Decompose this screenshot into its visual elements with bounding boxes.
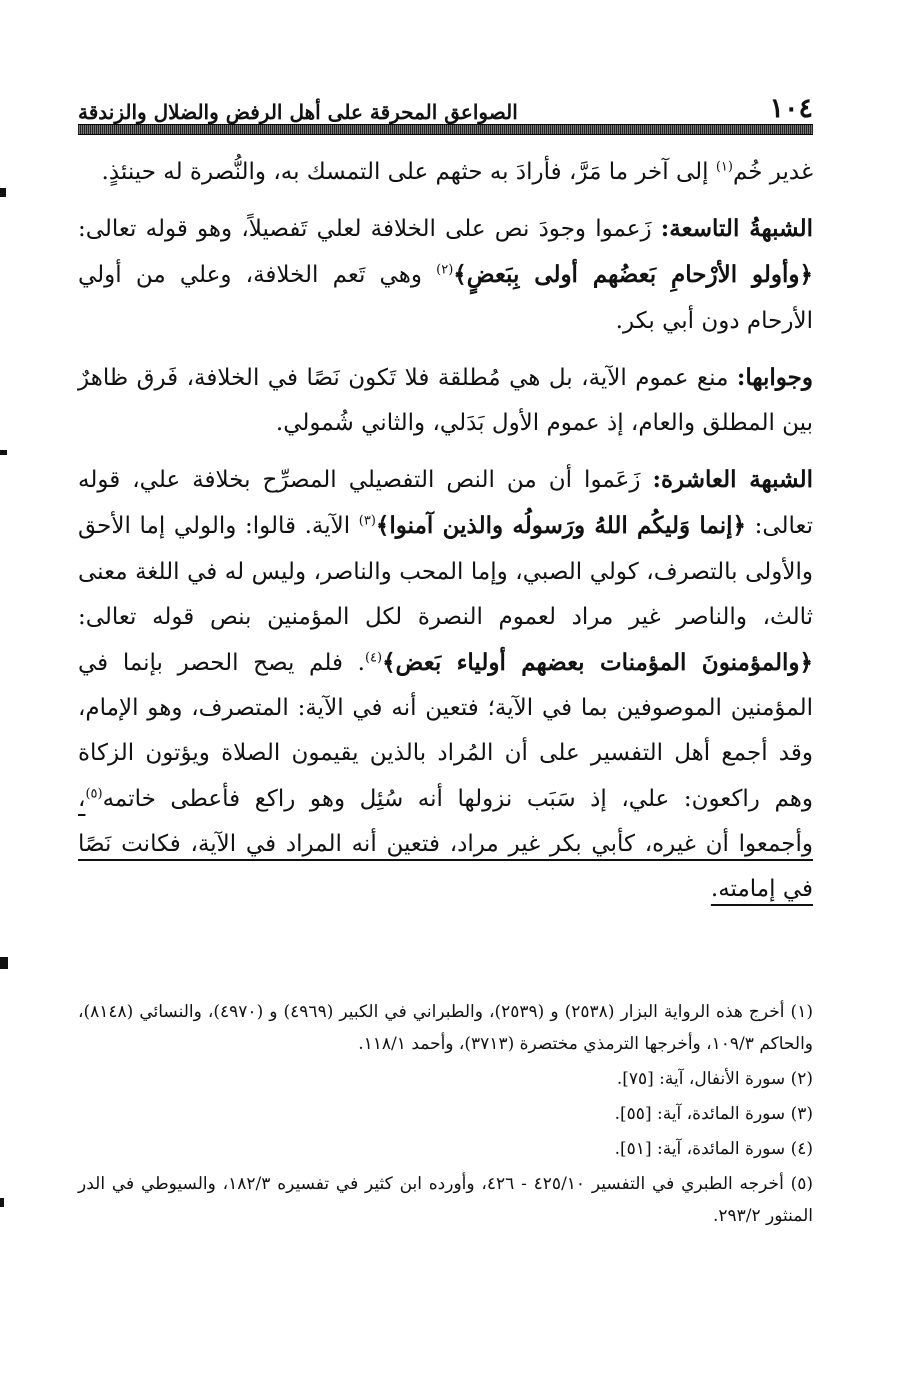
scan-edge-mark (0, 188, 6, 197)
section-heading: الشبهة العاشرة: (652, 466, 813, 494)
quran-verse: ﴿وأولو الأرْحامِ بَعضُهم أولى بِبَعضٍ﴾ (453, 261, 813, 289)
paragraph-4 (78, 457, 813, 912)
footnote-2: (٢) سورة الأنفال، آية: [٧٥]. (616, 1069, 813, 1089)
paragraph-text: . فلم يصح الحصر بإنما في المؤمنين الموصوفين بما في الآية؛ فتعين أنه في الآية: المتصرف، وهو الإمام، وقد أجمع أهل التفسير على أن المُراد بالذين يقيمون الصلاة ويؤتون الزكاة وهم راكعون: علي، إذ سَبَب نزولها أنه سُئِل وهو راكع فأعطى خاتمه (78, 650, 813, 812)
footnote-ref: (٣) (358, 513, 376, 529)
section-heading: الشبهةُ التاسعة: (660, 215, 814, 243)
paragraph-text: زَعَموا أن من النص التفصيلي المصرِّح بخلافة علي، قوله تعالى: (78, 467, 814, 540)
main-text (78, 150, 813, 912)
paragraph-text: وهي تَعم الخلافة، وعلي من أولي الأرحام دون أبي بكر. (78, 262, 813, 334)
paragraph-text: ، وأجمعوا أن غيره، كأبي بكر غير مراد، فتعين أنه المراد في الآية، فكانت نَصًا في إمامته. (78, 785, 813, 903)
paragraph-text: زَعموا وجودَ نص على الخلافة لعلي تَفصيلاً، وهو قوله تعالى: (78, 216, 661, 243)
running-title: الصواعق المحرقة على أهل الرفض والضلال والزندقة (78, 100, 518, 124)
paragraph-2 (78, 206, 813, 344)
footnote-ref: (٥) (85, 785, 103, 801)
paragraph-text: إلى آخر ما مَرَّ، فأرادَ به حثهم على التمسك به، والنُّصرة له حينئذٍ. (101, 159, 716, 185)
section-heading: وجوابها: (736, 363, 813, 391)
footnote-ref: (٢) (436, 262, 454, 278)
footnotes (78, 996, 813, 1235)
header-rule (78, 124, 813, 135)
footnote-3: (٣) سورة المائدة، آية: [٥٥]. (614, 1104, 813, 1124)
paragraph-text: غدير خُم (732, 159, 813, 185)
footnote-ref: (١) (715, 159, 733, 175)
paragraph-text: الآية. قالوا: والولي إما الأحق والأولى بالتصرف، كولي الصبي، وإما المحب والناصر، وليس له في اللغة معنى ثالث، والناصر غير مراد لعموم النصرة لكل المؤمنين بنص قوله تعالى: (78, 513, 813, 630)
scan-edge-mark (0, 450, 7, 455)
scan-edge-mark (0, 1198, 4, 1207)
footnote-4: (٤) سورة المائدة، آية: [٥١]. (614, 1139, 813, 1159)
page-number: ١٠٤ (769, 93, 813, 124)
quran-verse: ﴿إنما وَليكُم اللهُ ورَسولُه والذين آمنوا﴾ (375, 512, 746, 540)
footnote-1: (١) أخرج هذه الرواية البزار (٢٥٣٨) و (٢٥٣٩)، والطبراني في الكبير (٤٩٦٩) و (٤٩٧٠)، والنسائي (٨١٤٨)، والحاكم ١٠٩/٣، وأخرجها الترمذي مختصرة (٣٧١٣)، وأحمد ١١٨/١. (78, 1002, 813, 1054)
quran-verse: ﴿والمؤمنونَ المؤمنات بعضهم أولياء بَعض﴾ (382, 649, 813, 677)
paragraph-1 (78, 150, 813, 195)
footnote-5: (٥) أخرجه الطبري في التفسير ٤٢٥/١٠ - ٤٢٦، وأورده ابن كثير في تفسيره ١٨٢/٣، والسيوطي في الدر المنثور ٢٩٣/٢. (78, 1174, 814, 1226)
footnote-ref: (٤) (364, 650, 383, 666)
paragraph-3 (78, 355, 813, 446)
scan-edge-mark (0, 957, 8, 969)
paragraph-text: منع عموم الآية، بل هي مُطلقة فلا تَكون نَصًا في الخلافة، فَرق ظاهرٌ بين المطلق والعام، إذ عموم الأول بَدَلي، والثاني شُمولي. (78, 364, 813, 437)
page-header (78, 84, 813, 122)
